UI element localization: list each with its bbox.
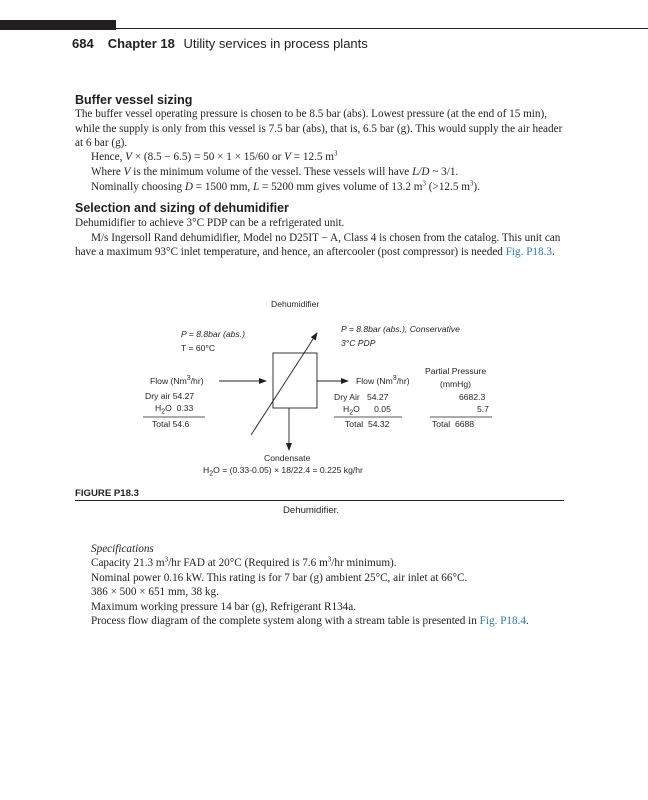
buffer-ld-line: Where V is the minimum volume of the vessel. These vessels will have L/D ~ 3/1. <box>91 166 459 178</box>
specs-title: Specifications <box>91 543 154 555</box>
outlet-total: Total 54.32 <box>345 419 390 429</box>
buffer-heading: Buffer vessel sizing <box>75 93 193 107</box>
condensate-equation: $H_2O = (0.33-0.05) \times 18/22.4 = 0.225$ kg/hr <box>203 465 363 478</box>
fig-p18-4-link[interactable]: Fig. P18.4 <box>479 615 526 627</box>
outlet-flow-header: Flow (Nm$^3$/hr) <box>356 375 410 386</box>
diagram-title: Dehumidifier <box>271 299 320 309</box>
specs-dimensions: 386 × 500 × 651 mm, 38 kg. <box>91 586 219 598</box>
specs-power: Nominal power 0.16 kW. This rating is for 7 bar (g) ambient 25°C, air inlet at 66°C. <box>91 572 468 584</box>
pp-h2o: 5.7 <box>477 404 489 414</box>
fig-p18-3-link[interactable]: Fig. P18.3 <box>505 246 553 259</box>
inlet-flow-header: Flow (Nm$^3$/hr) <box>150 375 204 386</box>
figure-label: FIGURE P18.3 <box>75 488 139 499</box>
pp-title: Partial Pressure <box>425 366 487 376</box>
dehumidifier-paragraph: M/s Ingersoll Rand dehumidifier, Model no D25IT − A, Class 4 is chosen from the catalog. This unit can have a maximum 93°C inlet temperature, and hence, an aftercooler (post compressor) is needed Fig. P18.3. <box>75 231 561 259</box>
inlet-pressure: P = 8.8bar (abs.) <box>181 329 245 339</box>
diagonal-coil-arrow <box>251 333 317 435</box>
inlet-total: Total 54.6 <box>152 419 190 429</box>
specs-capacity: Capacity 21.3 $m^3/hr$ FAD at 20°C (Required is 7.6 $m^3/hr$ minimum). <box>91 555 397 569</box>
pp-dry-air: 6682.3 <box>459 392 486 402</box>
specs-max-pressure: Maximum working pressure 14 bar (g), Refrigerant R134a. <box>91 601 357 613</box>
dehumidifier-text: Dehumidifier to achieve 3°C PDP can be a refrigerated unit. M/s Ingersoll Rand dehumidifier, Model no D25IT − A, Class 4 is chosen from the catalog. This unit can have a maximum 93°C inlet temperature, and hence, an aftercooler (post compressor) is needed Fig. P18.3. <box>75 216 564 260</box>
pp-total: Total 6688 <box>432 419 475 429</box>
buffer-volume-line: Nominally choosing D = 1500 mm, L = 5200 mm gives volume of 13.2 $m^3$ (>12.5 $m^3$). <box>91 179 480 193</box>
chapter-title: Utility services in process plants <box>183 36 368 51</box>
specs-pfd: Process flow diagram of the complete system along with a stream table is presented in Fig. P18.4. <box>91 615 529 627</box>
pp-units: (mmHg) <box>440 379 472 389</box>
outlet-pdp: 3°C PDP <box>341 338 376 348</box>
running-header <box>72 36 368 51</box>
dehumidifier-heading: Selection and sizing of dehumidifier <box>75 201 289 215</box>
dehumidifier-box <box>273 353 317 408</box>
outlet-dry-air: Dry Air 54.27 <box>334 392 389 402</box>
inlet-h2o: $H_2O$ 0.33 <box>155 403 194 416</box>
header-rule <box>116 28 648 29</box>
outlet-pressure: P = 8.8bar (abs.), Conservative <box>341 324 460 334</box>
figure-caption: Dehumidifier. <box>283 505 339 516</box>
outlet-h2o: $H_2O$ 0.05 <box>343 404 391 417</box>
condensate-label: Condensate <box>264 453 311 463</box>
header-bar <box>0 20 116 30</box>
buffer-equation: Hence, V × (8.5 − 6.5) = 50 × 1 × 15/60 or V = 12.5 $m^3$ <box>91 149 338 163</box>
chapter-label: Chapter 18 <box>107 36 175 51</box>
buffer-paragraph: The buffer vessel operating pressure is chosen to be 8.5 bar (abs). Lowest pressure (at the end of 15 min), while the supply is only from this vessel is 7.5 bar (abs), that is, 6.5 bar (g). This would supply the air header at 6 bar (g). <box>75 108 563 150</box>
inlet-temperature: T = 60°C <box>181 343 216 353</box>
figure-rule <box>75 500 564 501</box>
page-number: 684 <box>72 36 94 51</box>
inlet-dry-air: Dry air 54.27 <box>145 391 195 401</box>
